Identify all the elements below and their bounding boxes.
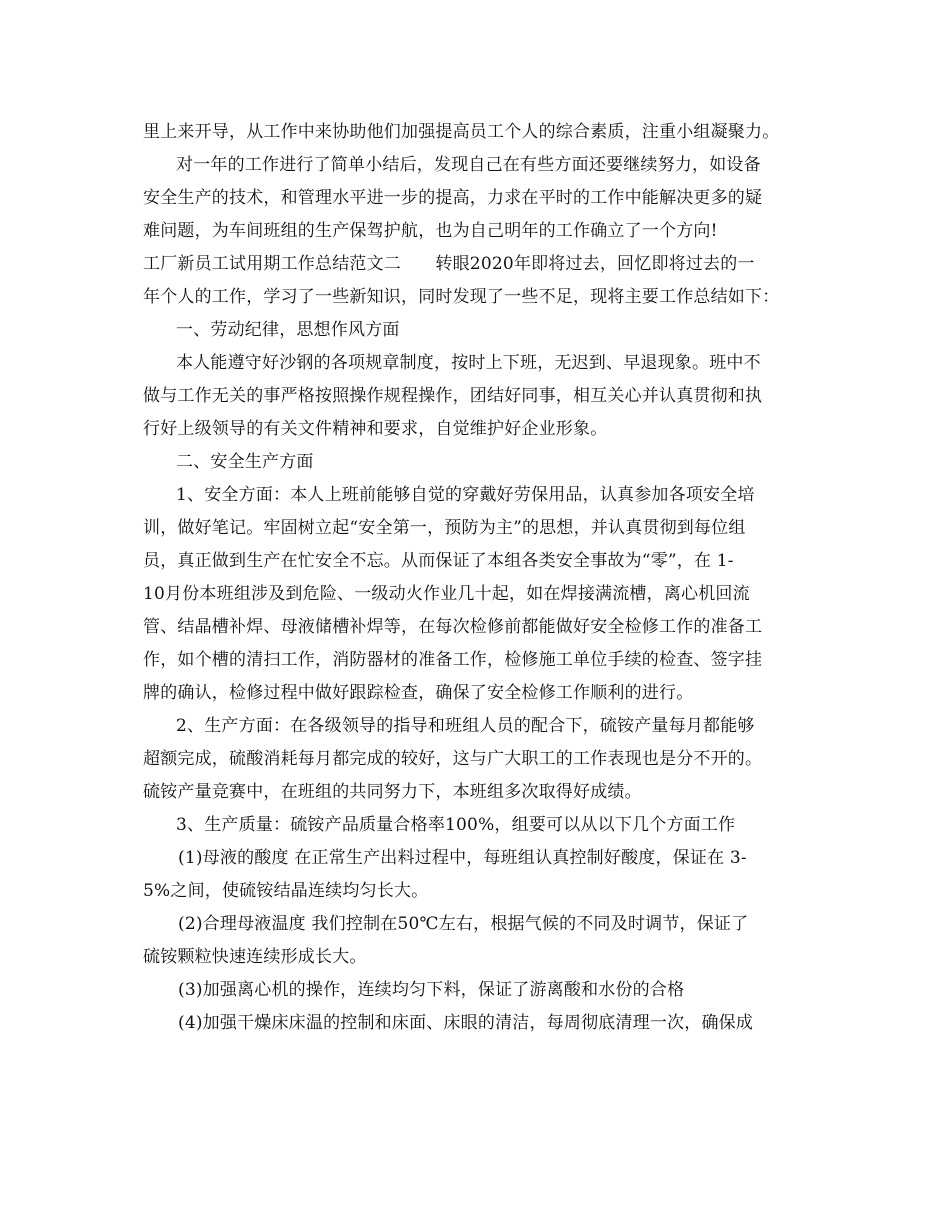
paragraph-line: 硫铵颗粒快速连续形成长大。: [143, 947, 367, 967]
paragraph-line: 训，做好笔记。牢固树立起“安全第一，预防为主”的思想，并认真贯彻到每位组: [143, 518, 746, 538]
section-title-line: 工厂新员工试用期工作总结范文二 转眼2020年即将过去，回忆即将过去的一: [143, 254, 755, 274]
paragraph-line: 年个人的工作，学习了一些新知识，同时发现了一些不足，现将主要工作总结如下：: [143, 287, 780, 307]
paragraph-line: 行好上级领导的有关文件精神和要求，自觉维护好企业形象。: [143, 419, 608, 439]
section-heading: 一、劳动纪律，思想作风方面: [176, 320, 400, 340]
paragraph-line: 2、生产方面：在各级领导的指导和班组人员的配合下，硫铵产量每月都能够: [176, 716, 755, 736]
paragraph-line: 员，真正做到生产在忙安全不忘。从而保证了本组各类安全事故为“零”，在 1-: [143, 551, 734, 571]
paragraph-line: 管、结晶槽补焊、母液储槽补焊等，在每次检修前都能做好安全检修工作的准备工: [143, 617, 763, 637]
paragraph-line: 超额完成，硫酸消耗每月都完成的较好，这与广大职工的工作表现也是分不开的。: [143, 749, 763, 769]
paragraph-line: 硫铵产量竞赛中，在班组的共同努力下，本班组多次取得好成绩。: [143, 782, 642, 802]
paragraph-line: 作，如个槽的清扫工作，消防器材的准备工作，检修施工单位手续的检查、签字挂: [143, 650, 763, 670]
paragraph-line: 牌的确认，检修过程中做好跟踪检查，确保了安全检修工作顺利的进行。: [143, 683, 694, 703]
paragraph-line: 5%之间，使硫铵结晶连续均匀长大。: [143, 881, 429, 901]
section-heading: 二、安全生产方面: [176, 452, 314, 472]
list-item-line: (1)母液的酸度 在正常生产出料过程中，每班组认真控制好酸度，保证在 3-: [178, 848, 747, 868]
paragraph-line: 1、安全方面：本人上班前能够自觉的穿戴好劳保用品，认真参加各项安全培: [176, 485, 755, 505]
list-item-line: (2)合理母液温度 我们控制在50℃左右，根据气候的不同及时调节，保证了: [178, 914, 749, 934]
paragraph-line: 做与工作无关的事严格按照操作规程操作，团结好同事，相互关心并认真贯彻和执: [143, 386, 763, 406]
paragraph-line: 难问题，为车间班组的生产保驾护航，也为自己明年的工作确立了一个方向!: [143, 221, 718, 241]
list-item-line: (3)加强离心机的操作，连续均匀下料，保证了游离酸和水份的合格: [178, 980, 685, 1000]
paragraph-line: 本人能遵守好沙钢的各项规章制度，按时上下班，无迟到、早退现象。班中不: [176, 353, 761, 373]
paragraph-line: 安全生产的技术，和管理水平进一步的提高，力求在平时的工作中能解决更多的疑: [143, 188, 763, 208]
paragraph-line: 对一年的工作进行了简单小结后，发现自己在有些方面还要继续努力，如设备: [176, 155, 761, 175]
paragraph-line: 10月份本班组涉及到危险、一级动火作业几十起，如在焊接满流槽，离心机回流: [143, 584, 750, 604]
paragraph-line: 里上来开导，从工作中来协助他们加强提高员工个人的综合素质，注重小组凝聚力。: [143, 122, 780, 142]
paragraph-line: 3、生产质量：硫铵产品质量合格率100%，组要可以从以下几个方面工作: [176, 815, 736, 835]
list-item-line: (4)加强干燥床床温的控制和床面、床眼的清洁，每周彻底清理一次，确保成: [178, 1013, 754, 1033]
